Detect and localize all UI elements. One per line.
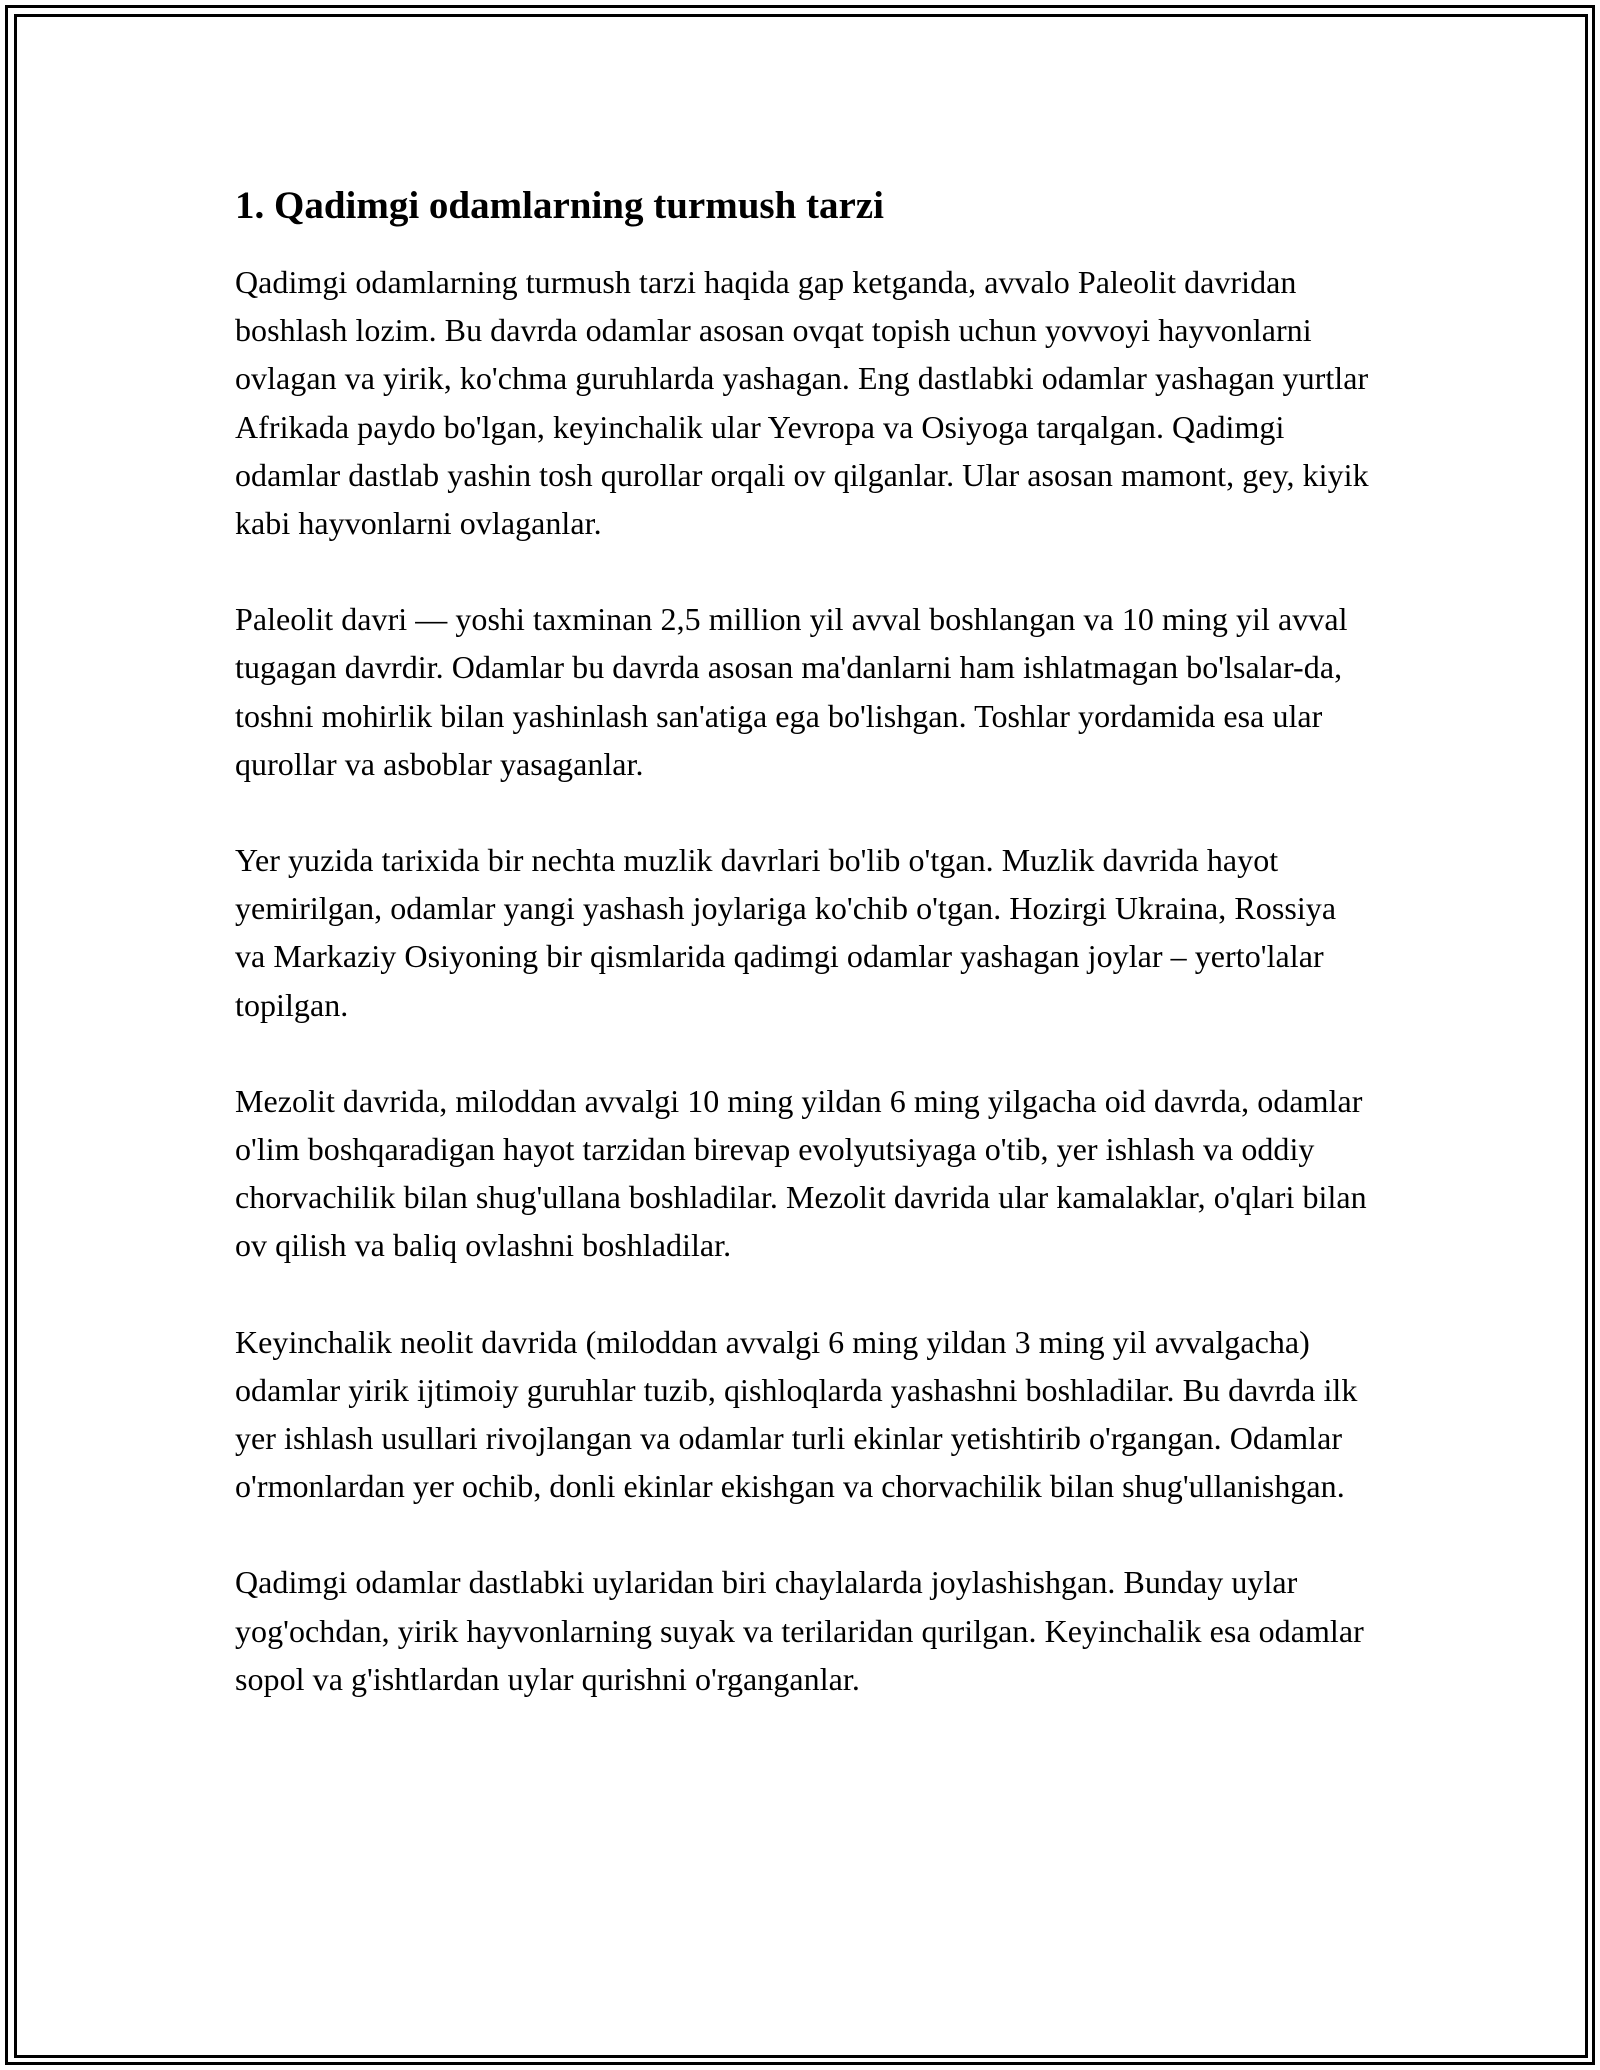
paragraph-paleolithic-period: Paleolit davri — yoshi taxminan 2,5 million yil avval boshlangan va 10 ming yil avval tugagan davrdir. Odamlar bu davrda asosan ma'danlarni ham ishlatmagan bo'lsalar-da, toshni mohirlik bilan yashinlash san'atiga ega bo'lishgan. Toshlar yordamida esa ular qurollar va asboblar yasaganlar. xyxy=(235,601,1348,782)
paragraph-dwellings: Qadimgi odamlar dastlabki uylaridan biri chaylalarda joylashishgan. Bunday uylar yog'ochdan, yirik hayvonlarning suyak va terilaridan qurilgan. Keyinchalik esa odamlar sopol va g'ishtlardan uylar qurishni o'rganganlar. xyxy=(235,1564,1364,1697)
paragraph-ice-age: Yer yuzida tarixida bir nechta muzlik davrlari bo'lib o'tgan. Muzlik davrida hayot yemirilgan, odamlar yangi yashash joylariga ko'chib o'tgan. Hozirgi Ukraina, Rossiya va Markaziy Osiyoning bir qismlarida qadimgi odamlar yashagan joylar – yerto'lalar topilgan. xyxy=(235,842,1337,1023)
paragraph-paleolithic-intro: Qadimgi odamlarning turmush tarzi haqida gap ketganda, avvalo Paleolit davridan boshlash lozim. Bu davrda odamlar asosan ovqat topish uchun yovvoyi hayvonlarni ovlagan va yirik, ko'chma guruhlarda yashagan. Eng dastlabki odamlar yashagan yurtlar Afrikada paydo bo'lgan, keyinchalik ular Yevropa va Osiyoga tarqalgan. Qadimgi odamlar dastlab yashin tosh qurollar orqali ov qilganlar. Ular asosan mamont, gey, kiyik kabi hayvonlarni ovlaganlar. xyxy=(235,264,1369,542)
paragraph-mesolithic: Mezolit davrida, miloddan avvalgi 10 ming yildan 6 ming yilgacha oid davrda, odamlar o'lim boshqaradigan hayot tarzidan birevap evolyutsiyaga o'tib, yer ishlash va oddiy chorvachilik bilan shug'ullana boshladilar. Mezolit davrida ular kamalaklar, o'qlari bilan ov qilish va baliq ovlashni boshladilar. xyxy=(235,1082,1367,1264)
document-body xyxy=(235,182,1370,1751)
paragraph-neolithic: Keyinchalik neolit davrida (miloddan avvalgi 6 ming yildan 3 ming yil avvalgacha) odamlar yirik ijtimoiy guruhlar tuzib, qishloqlarda yashashni boshladilar. Bu davrda ilk yer ishlash usullari rivojlangan va odamlar turli ekinlar yetishtirib o'rgangan. Odamlar o'rmonlardan yer ochib, donli ekinlar ekishgan va chorvachilik bilan shug'ullanishgan. xyxy=(235,1323,1358,1505)
section-heading: 1. Qadimgi odamlarning turmush tarzi xyxy=(235,184,884,227)
